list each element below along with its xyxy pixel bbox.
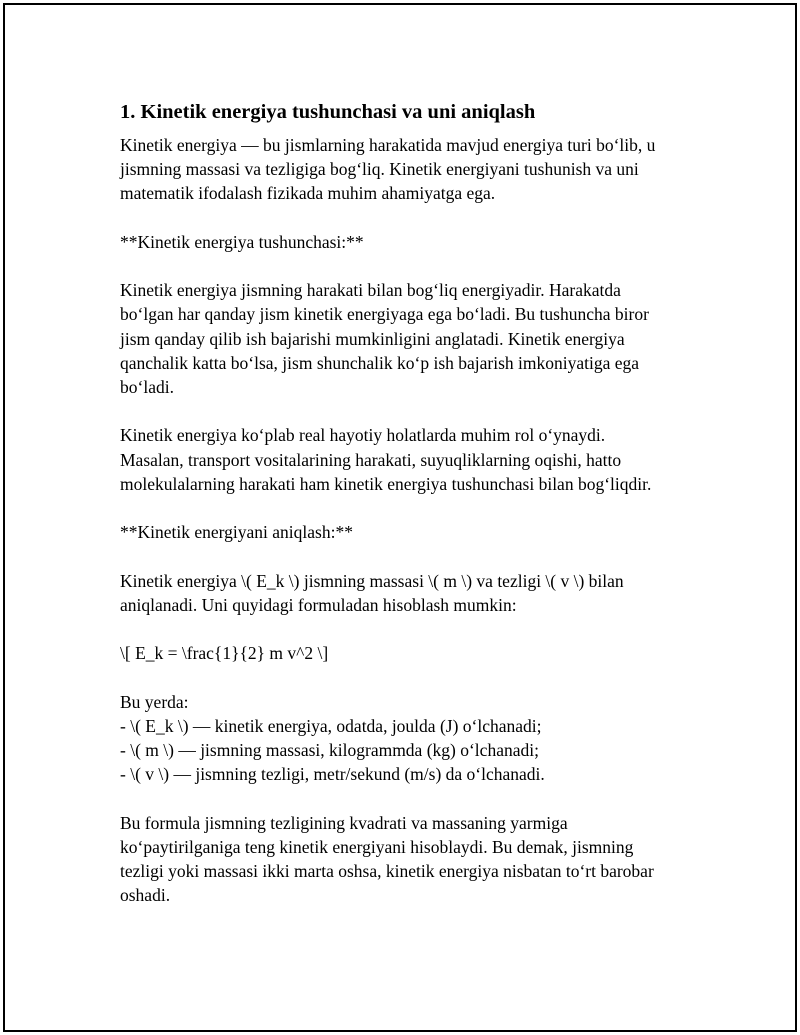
concept-paragraph <box>120 278 705 399</box>
text-line: oshadi. <box>120 885 171 906</box>
text-line: tezligi yoki massasi ikki marta oshsa, kinetik energiya nisbatan to‘rt barobar <box>120 860 654 881</box>
formula <box>120 641 705 665</box>
definition-paragraph <box>120 569 705 617</box>
text-line: **Kinetik energiya tushunchasi:** <box>120 231 364 252</box>
list-item: - \( v \) — jismning tezligi, metr/sekund (m/s) da o‘lchanadi. <box>120 764 545 785</box>
text-line: **Kinetik energiyani aniqlash:** <box>120 522 353 543</box>
text-line: qanchalik katta bo‘lsa, jism shunchalik ko‘p ish bajarish imkoniyatiga ega <box>120 352 640 373</box>
text-line: Bu formula jismning tezligining kvadrati va massaning yarmiga <box>120 812 568 833</box>
section-heading-concept <box>120 230 705 254</box>
text-line: jism qanday qilib ish bajarishi mumkinligini anglatadi. Kinetik energiya <box>120 328 625 349</box>
text-line: jismning massasi va tezligiga bog‘liq. Kinetik energiyani tushunish va uni <box>120 159 639 180</box>
text-line: Kinetik energiya jismning harakati bilan bog‘liq energiyadir. Harakatda <box>120 280 621 301</box>
text-line: bo‘ladi. <box>120 377 174 397</box>
text-line: molekulalarning harakati ham kinetik energiya tushunchasi bilan bog‘liqdir. <box>120 473 652 494</box>
examples-paragraph <box>120 423 705 496</box>
section-heading-definition <box>120 520 705 544</box>
text-line: Kinetik energiya ko‘plab real hayotiy holatlarda muhim rol o‘ynaydi. <box>120 425 606 446</box>
page-title: 1. Kinetik energiya tushunchasi va uni aniqlash <box>120 101 536 123</box>
text-line: bo‘lgan har qanday jism kinetik energiyaga ega bo‘ladi. Bu tushuncha biror <box>120 304 649 325</box>
list-item: - \( m \) — jismning massasi, kilogrammda (kg) o‘lchanadi; <box>120 739 539 760</box>
text-line: Kinetik energiya \( E_k \) jismning massasi \( m \) va tezligi \( v \) bilan <box>120 570 624 591</box>
document-body <box>120 99 705 932</box>
intro-paragraph <box>120 133 705 206</box>
text-line: Kinetik energiya — bu jismlarning harakatida mavjud energiya turi bo‘lib, u <box>120 135 656 155</box>
variable-list <box>120 690 705 787</box>
text-line: ko‘paytirilganiga teng kinetik energiyani hisoblaydi. Bu demak, jismning <box>120 836 634 857</box>
list-item: - \( E_k \) — kinetik energiya, odatda, joulda (J) o‘lchanadi; <box>120 715 542 736</box>
text-line: aniqlanadi. Uni quyidagi formuladan hisoblash mumkin: <box>120 594 517 615</box>
text-line: Masalan, transport vositalarining harakati, suyuqliklarning oqishi, hatto <box>120 449 622 470</box>
conclusion-paragraph <box>120 811 705 908</box>
text-line: \[ E_k = \frac{1}{2} m v^2 \] <box>120 643 329 664</box>
document-page <box>3 3 797 1032</box>
list-intro: Bu yerda: <box>120 691 189 712</box>
text-line: matematik ifodalash fizikada muhim ahamiyatga ega. <box>120 183 496 204</box>
